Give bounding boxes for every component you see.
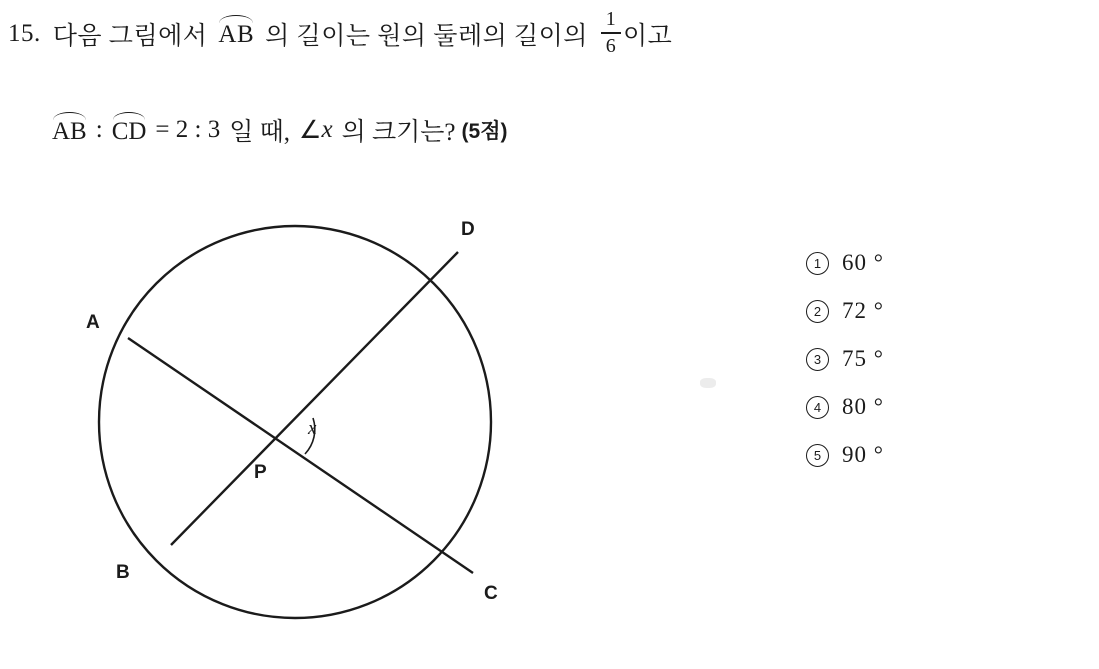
fraction-denominator: 6 [605, 34, 617, 57]
figure-label-p: P [254, 462, 267, 483]
question-text-c: 이고 [622, 22, 673, 50]
arc-ab-letters-2: AB [52, 117, 87, 145]
arc-cd-term [112, 115, 147, 146]
circle-figure [60, 190, 530, 660]
paper-smudge [700, 378, 716, 388]
arc-ab-term [218, 18, 254, 49]
choice-marker-circle-1: 1 [806, 252, 829, 275]
choice-4[interactable] [806, 394, 884, 420]
choice-value-4: 80 ° [842, 394, 884, 419]
choice-marker-circle-5: 5 [806, 444, 829, 467]
fraction-numerator: 1 [605, 8, 617, 30]
figure-label-d: D [461, 219, 475, 240]
choice-value-2: 72 ° [842, 298, 884, 323]
choice-value-5: 90 ° [842, 442, 884, 467]
choice-marker-circle-4: 4 [806, 396, 829, 419]
choice-1[interactable] [806, 250, 884, 276]
fraction-one-sixth [601, 9, 621, 57]
arc-overline-icon [219, 15, 253, 23]
arc-ab-term-2 [52, 115, 87, 146]
question-text-ask: 의 크기는? [341, 119, 456, 146]
arc-overline-icon [53, 112, 86, 120]
figure-label-b: B [116, 562, 130, 583]
fraction-bar [601, 32, 621, 34]
ratio-colon: : [95, 116, 103, 143]
chord-bd [171, 252, 458, 545]
arc-ab-letters: AB [218, 21, 255, 49]
arc-overline-icon [113, 112, 146, 120]
angle-variable: x [321, 116, 333, 143]
choice-marker-circle-3: 3 [806, 348, 829, 371]
choice-2[interactable] [806, 298, 884, 324]
figure-label-c: C [484, 583, 498, 604]
arc-cd-letters: CD [111, 117, 147, 145]
answer-choices [806, 250, 884, 468]
question-line-2 [52, 112, 507, 148]
question-text-b: 의 길이는 원의 둘레의 길이의 [265, 22, 588, 50]
question-line-1 [8, 10, 672, 58]
question-points: (5점) [461, 120, 508, 143]
figure-label-x: x [308, 418, 317, 439]
choice-marker-circle-2: 2 [806, 300, 829, 323]
choice-value-1: 60 ° [842, 250, 884, 275]
choice-value-3: 75 ° [842, 346, 884, 371]
question-text-when: 일 때, [229, 119, 291, 146]
question-number: 15. [8, 19, 41, 47]
circle-outline [99, 226, 491, 618]
choice-3[interactable] [806, 346, 884, 372]
figure-label-a: A [86, 312, 100, 333]
angle-symbol: ∠ [299, 117, 322, 144]
question-text-a: 다음 그림에서 [52, 22, 208, 50]
choice-5[interactable] [806, 442, 884, 468]
ratio-value: = 2 : 3 [155, 116, 221, 143]
